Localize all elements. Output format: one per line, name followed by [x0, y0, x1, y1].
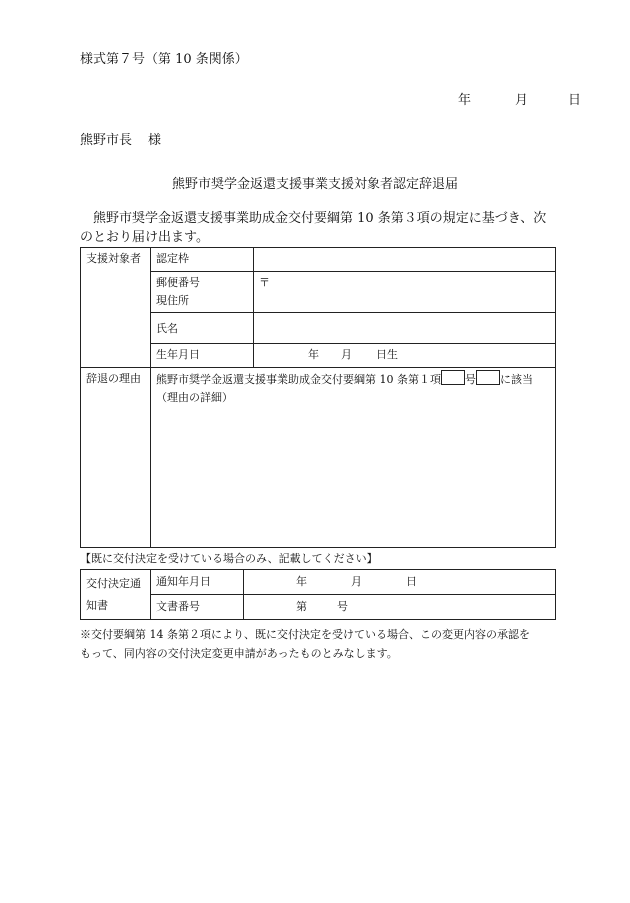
reason-detail-label: （理由の詳細）: [156, 391, 233, 404]
footnote-line-2: もって、同内容の交付決定変更申請があったものとみなします。: [80, 647, 398, 660]
addressee: [80, 129, 161, 148]
form-number: 様式第７号（第 10 条関係）: [80, 52, 248, 67]
postal-label: 郵便番号: [156, 276, 200, 289]
name-field[interactable]: [254, 313, 556, 344]
birthdate-year-label: 年: [308, 348, 319, 361]
reason-text-a: 熊野市奨学金返還支援事業助成金交付要綱第 10 条第１項: [156, 373, 441, 386]
intro-text: [80, 209, 560, 247]
submission-date: [458, 89, 581, 108]
cert-frame-label: 認定枠: [151, 248, 254, 272]
footnote: [80, 625, 560, 663]
intro-line-2: のとおり届け出ます。: [80, 230, 209, 245]
name-label: 氏名: [151, 313, 254, 344]
decision-notice-label: [81, 570, 151, 620]
doc-number-suffix: 号: [337, 600, 348, 613]
notice-day-label: 日: [406, 575, 417, 588]
notice-date-label: 通知年月日: [151, 570, 244, 595]
postal-address-label: [151, 272, 254, 313]
document-title: 熊野市奨学金返還支援事業支援対象者認定辞退届: [171, 177, 458, 192]
clause-number-box[interactable]: [441, 370, 465, 385]
notice-month-label: 月: [351, 575, 362, 588]
date-year-label: 年: [458, 93, 472, 108]
reason-field[interactable]: [151, 368, 556, 548]
intro-line-1: 熊野市奨学金返還支援事業助成金交付要綱第 10 条第３項の規定に基づき、次: [93, 211, 547, 226]
cert-frame-field[interactable]: [254, 248, 556, 272]
decision-table: [80, 569, 556, 620]
notice-text: 【既に交付決定を受けている場合のみ、記載してください】: [80, 552, 378, 565]
date-day-label: 日: [568, 93, 582, 108]
addressee-name: 熊野市長: [80, 133, 133, 148]
reason-text-c: に該当: [500, 373, 533, 386]
doc-number-label: 文書番号: [151, 595, 244, 620]
birthdate-day-label: 日生: [376, 348, 398, 361]
reason-clause: [156, 370, 555, 389]
decision-label-line-2: 知書: [86, 599, 108, 612]
doc-number-prefix: 第: [296, 600, 307, 613]
postal-mark: 〒: [259, 276, 270, 289]
reason-label: 辞退の理由: [81, 368, 151, 548]
addressee-suffix: 様: [148, 133, 162, 148]
doc-number-field[interactable]: [244, 595, 556, 620]
reason-text-b: 号: [465, 373, 476, 386]
notice-year-label: 年: [296, 575, 307, 588]
applicant-table: [80, 247, 556, 548]
footnote-line-1: ※交付要綱第 14 条第２項により、既に交付決定を受けている場合、この変更内容の承認を: [80, 628, 530, 641]
item-number-box[interactable]: [476, 370, 500, 385]
date-month-label: 月: [515, 93, 529, 108]
postal-address-field[interactable]: [254, 272, 556, 313]
birthdate-label: 生年月日: [151, 344, 254, 368]
notice-date-field[interactable]: [244, 570, 556, 595]
address-label: 現住所: [156, 294, 189, 307]
birthdate-field[interactable]: [254, 344, 556, 368]
birthdate-month-label: 月: [341, 348, 352, 361]
applicant-label: 支援対象者: [81, 248, 151, 368]
decision-label-line-1: 交付決定通: [86, 577, 141, 590]
